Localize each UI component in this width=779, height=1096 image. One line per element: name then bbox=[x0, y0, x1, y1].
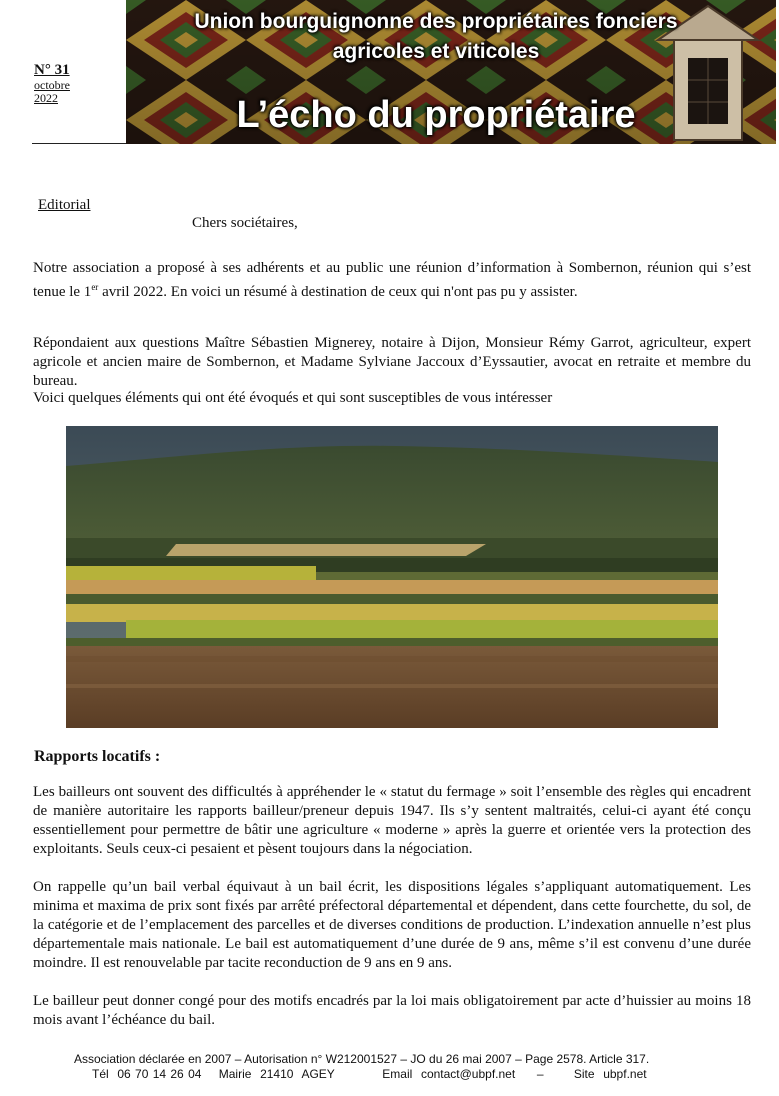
editorial-heading: Editorial bbox=[38, 197, 91, 213]
issue-year: 2022 bbox=[34, 90, 58, 105]
editorial-paragraph-1-start: Notre association a proposé à ses adhérents et au public une réunion d’information à Sombernon, réunion qui s’est tenue le 1 bbox=[33, 260, 751, 300]
ordinal-superscript: er bbox=[91, 282, 99, 292]
issue-number: N° 31 bbox=[34, 62, 70, 78]
section-paragraph-1: Les bailleurs ont souvent des difficultés à appréhender le « statut du fermage » soit l’ensemble des règles qui encadrent de manière autoritaire les rapports bailleur/preneur depuis 1947. Ils s’y sentent maltraités, celui-ci ayant été conçu essentiellement pour permettre de bâtir une agriculture « moderne » après la guerre et orientée vers la protection des exploitants. Seuls ceux-ci pesaient et pèsent toujours dans la négociation. bbox=[33, 784, 751, 857]
greeting: Chers sociétaires, bbox=[192, 215, 298, 231]
footer-contact-line: Tél 06 70 14 26 04 Mairie 21410 AGEY Email contact@ubpf.net – Site ubpf.net bbox=[92, 1067, 647, 1081]
masthead-banner bbox=[126, 0, 776, 144]
countryside-photo bbox=[66, 426, 718, 728]
section-paragraph-3: Le bailleur peut donner congé pour des motifs encadrés par la loi mais obligatoirement par acte d’huissier au moins 18 mois avant l’échéance du bail. bbox=[33, 993, 751, 1028]
newsletter-title: L’écho du propriétaire bbox=[236, 94, 636, 136]
section-title: Rapports locatifs : bbox=[34, 748, 161, 765]
issue-month: octobre bbox=[34, 77, 70, 92]
editorial-paragraph-3: Voici quelques éléments qui ont été évoqués et qui sont susceptibles de vous intéresser bbox=[33, 390, 553, 406]
editorial-paragraph-1-end: avril 2022. En voici un résumé à destination de ceux qui n'ont pas pu y assister. bbox=[98, 284, 578, 300]
footer-legal-line: Association déclarée en 2007 – Autorisation n° W212001527 – JO du 26 mai 2007 – Page 2578. Article 317. bbox=[74, 1052, 650, 1066]
editorial-paragraph-2: Répondaient aux questions Maître Sébastien Mignerey, notaire à Dijon, Monsieur Rémy Garrot, agriculteur, expert agricole et ancien maire de Sombernon, et Madame Sylviane Jaccoux d’Eyssautier, avocat en retraite et membre du bureau. bbox=[33, 335, 751, 389]
organization-name-line1: Union bourguignonne des propriétaires fonciers bbox=[194, 10, 678, 33]
editorial-paragraph-1 bbox=[33, 259, 751, 302]
section-paragraph-2: On rappelle qu’un bail verbal équivaut à un bail écrit, les dispositions légales s’appliquant automatiquement. Les minima et maxima de prix sont fixés par arrêté préfectoral départemental et dépendent, dans cette fourchette, du sol, de la catégorie et de l’emplacement des parcelles et de diverses conditions de production. L’indexation annuelle n’est plus départementale mais nationale. Le bail est automatiquement d’une durée de 9 ans, même s’il est convenu d’une durée moindre. Il est renouvelable par tacite reconduction de 9 ans en 9 ans. bbox=[33, 879, 751, 971]
organization-name-line2: agricoles et viticoles bbox=[332, 40, 540, 63]
issue-info bbox=[34, 62, 114, 105]
header-divider bbox=[32, 143, 128, 144]
